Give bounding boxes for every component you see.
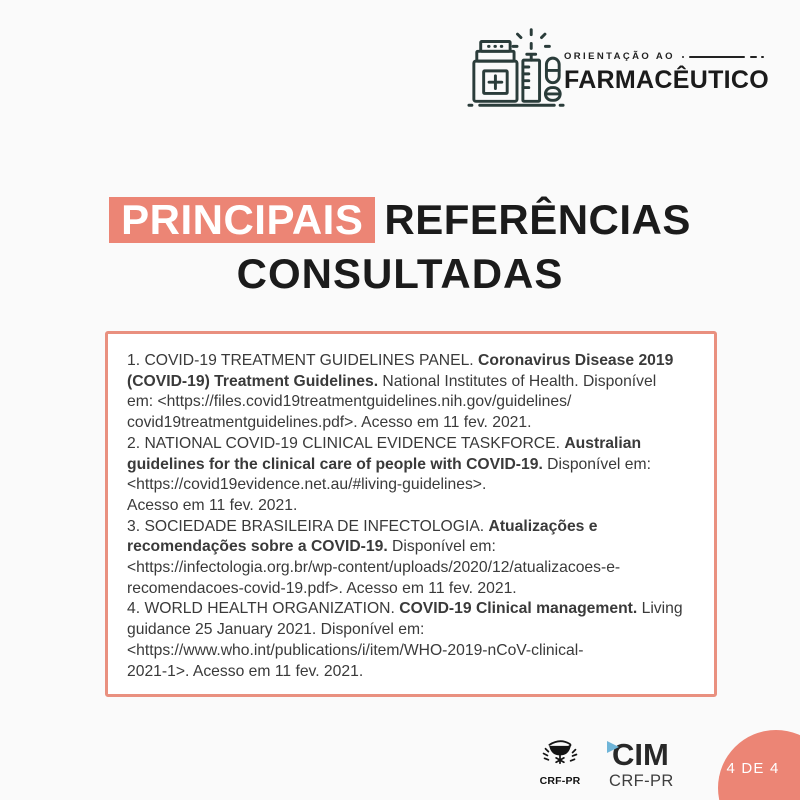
title-rest: REFERÊNCIAS [384, 196, 691, 243]
reference-line: covid19treatmentguidelines.pdf>. Acesso em 11 fev. 2021. [127, 414, 532, 432]
tagline-rule [682, 56, 764, 58]
page-indicator-badge [718, 730, 800, 800]
play-triangle-icon [607, 741, 619, 753]
reference-line: 2. NATIONAL COVID-19 CLINICAL EVIDENCE TASKFORCE. Australian [127, 434, 642, 452]
crfpr-label: CRF-PR [539, 775, 581, 787]
brand-tagline: ORIENTAÇÃO AO [564, 51, 675, 62]
references-text [127, 351, 704, 682]
title-line-1 [0, 197, 800, 243]
brand-logo [466, 22, 769, 110]
reference-line: recomendações sobre a COVID-19. Disponível em: [127, 538, 496, 556]
hygieia-cup-icon [538, 740, 582, 769]
reference-line: Acesso em 11 fev. 2021. [127, 496, 298, 514]
reference-line: guidelines for the clinical care of people with COVID-19. Disponível em: [127, 455, 651, 473]
crfpr-logo [536, 740, 584, 787]
title-line-2: CONSULTADAS [236, 250, 564, 297]
pharmacy-items-icon [466, 22, 568, 110]
reference-line: <https://covid19evidence.net.au/#living-guidelines>. [127, 476, 487, 494]
page-indicator-label: 4 DE 4 [726, 760, 780, 777]
reference-line: recomendacoes-covid-19.pdf>. Acesso em 11 fev. 2021. [127, 579, 517, 597]
brand-text [564, 51, 769, 110]
title-highlight: PRINCIPAIS [109, 197, 375, 243]
reference-line: (COVID-19) Treatment Guidelines. National Institutes of Health. Disponível [127, 372, 657, 390]
reference-line: <https://infectologia.org.br/wp-content/uploads/2020/12/atualizacoes-e- [127, 559, 621, 577]
reference-line: guidance 25 January 2021. Disponível em: [127, 621, 425, 639]
page-title [0, 197, 800, 296]
reference-line: 1. COVID-19 TREATMENT GUIDELINES PANEL. Coronavirus Disease 2019 [127, 352, 674, 369]
reference-line: 2021-1>. Acesso em 11 fev. 2021. [127, 662, 364, 680]
reference-line: <https://www.who.int/publications/i/item/WHO-2019-nCoV-clinical- [127, 641, 584, 659]
reference-line: 3. SOCIEDADE BRASILEIRA DE INFECTOLOGIA. Atualizações e [127, 517, 598, 535]
cim-logo [609, 739, 674, 790]
brand-name: FARMACÊUTICO [564, 66, 769, 94]
reference-line: em: <https://files.covid19treatmentguidelines.nih.gov/guidelines/ [127, 393, 572, 411]
cim-title: CIM [609, 739, 674, 770]
reference-line: 4. WORLD HEALTH ORGANIZATION. COVID-19 Clinical management. Living [127, 600, 683, 618]
cim-subtitle: CRF-PR [609, 772, 674, 790]
references-panel [105, 331, 717, 697]
